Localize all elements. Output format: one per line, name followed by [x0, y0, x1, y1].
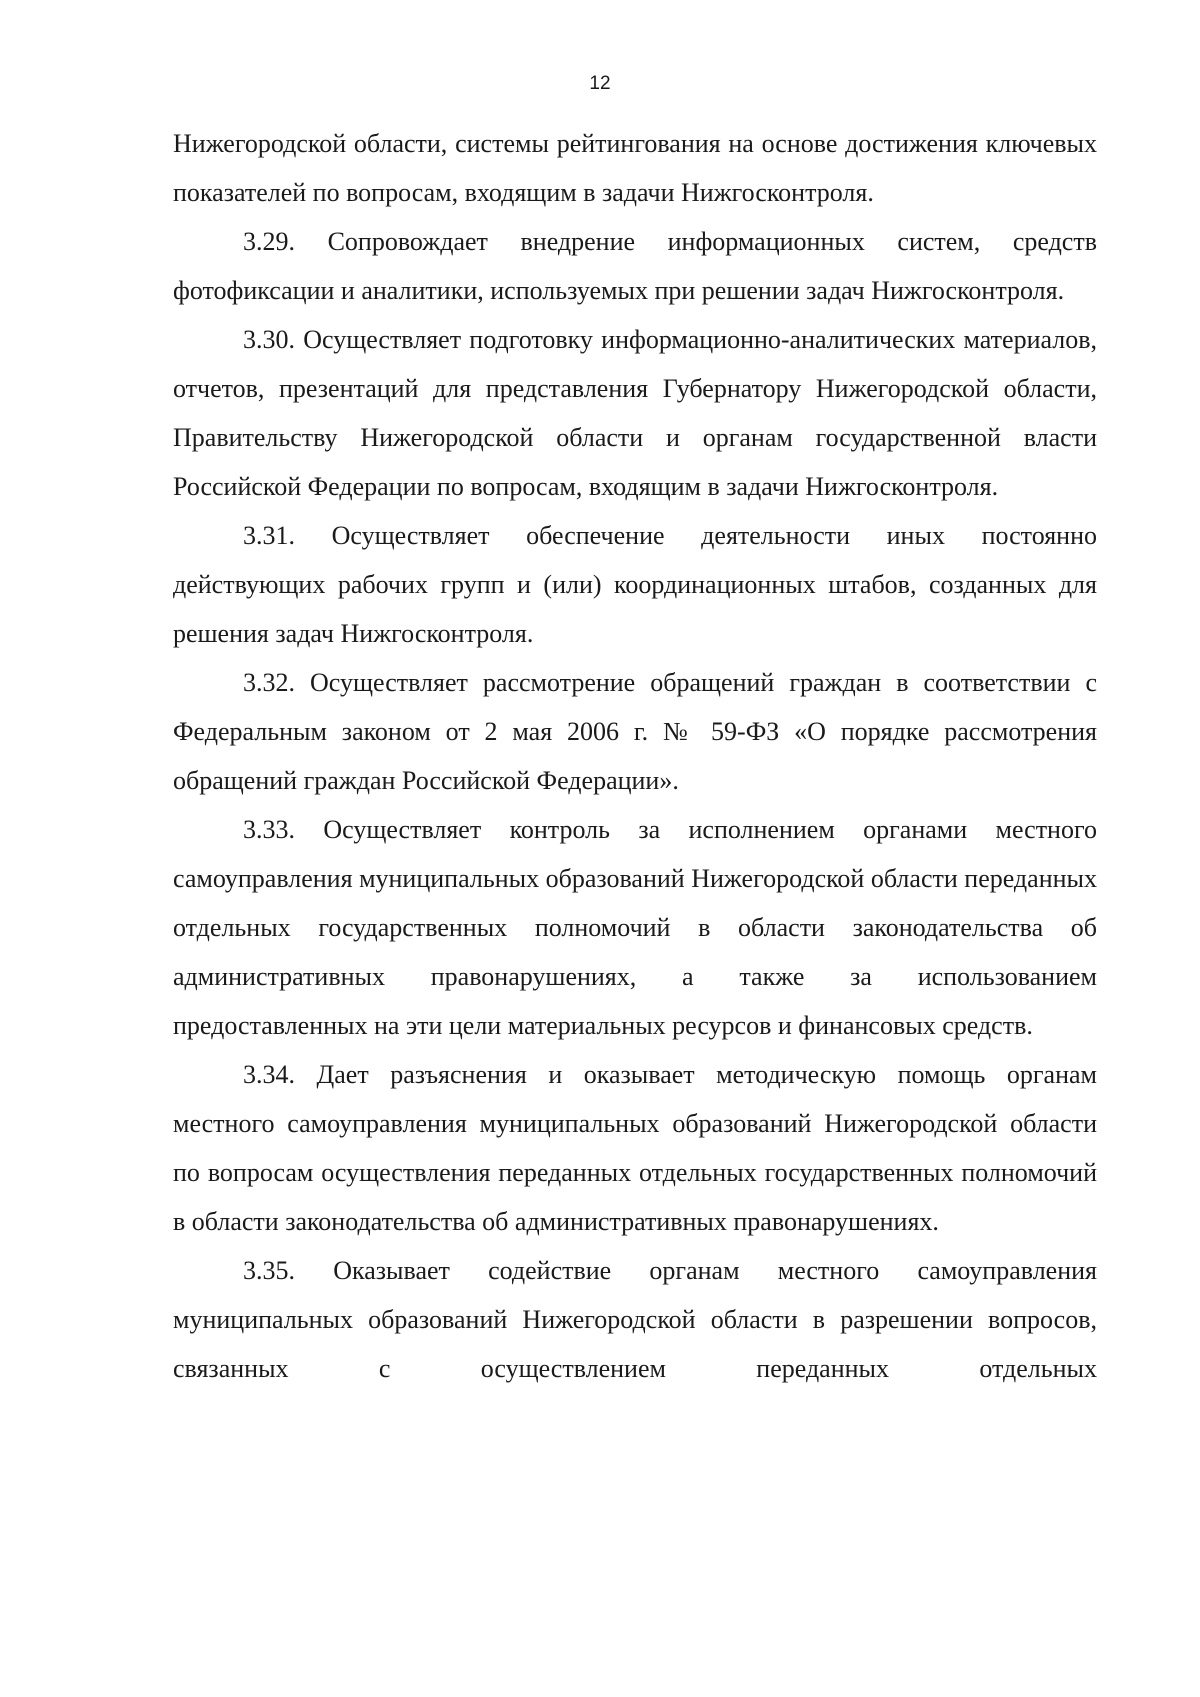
paragraph-3-35: 3.35. Оказывает содействие органам местного самоуправления муниципальных образований Нижегородской области в разрешении вопросов, связанных с осуществлением переданных отдельных: [173, 1256, 1097, 1383]
paragraph-3-32: 3.32. Осуществляет рассмотрение обращений граждан в соответствии с Федеральным законом от 2 мая 2006 г. № 59-ФЗ «О порядке рассмотрения обращений граждан Российской Федерации».: [173, 668, 1097, 795]
document-body: [173, 119, 1097, 1393]
paragraph-continuation: Нижегородской области, системы рейтингования на основе достижения ключевых показателей по вопросам, входящим в задачи Нижгосконтроля.: [173, 129, 1097, 207]
paragraph-3-29: 3.29. Сопровождает внедрение информационных систем, средств фотофиксации и аналитики, используемых при решении задач Нижгосконтроля.: [173, 227, 1097, 305]
paragraph-3-33: 3.33. Осуществляет контроль за исполнением органами местного самоуправления муниципальных образований Нижегородской области переданных отдельных государственных полномочий в области законодательства об административных правонарушениях, а также за использованием предоставленных на эти цели материальных ресурсов и финансовых средств.: [173, 815, 1097, 1040]
paragraph-3-31: 3.31. Осуществляет обеспечение деятельности иных постоянно действующих рабочих групп и (или) координационных штабов, созданных для решения задач Нижгосконтроля.: [173, 521, 1097, 648]
paragraph-3-30: 3.30. Осуществляет подготовку информационно-аналитических материалов, отчетов, презентаций для представления Губернатору Нижегородской области, Правительству Нижегородской области и органам государственной власти Российской Федерации по вопросам, входящим в задачи Нижгосконтроля.: [173, 325, 1097, 501]
page-number: 12: [589, 73, 611, 94]
paragraph-3-34: 3.34. Дает разъяснения и оказывает методическую помощь органам местного самоуправления муниципальных образований Нижегородской области по вопросам осуществления переданных отдельных государственных полномочий в области законодательства об административных правонарушениях.: [173, 1060, 1097, 1236]
